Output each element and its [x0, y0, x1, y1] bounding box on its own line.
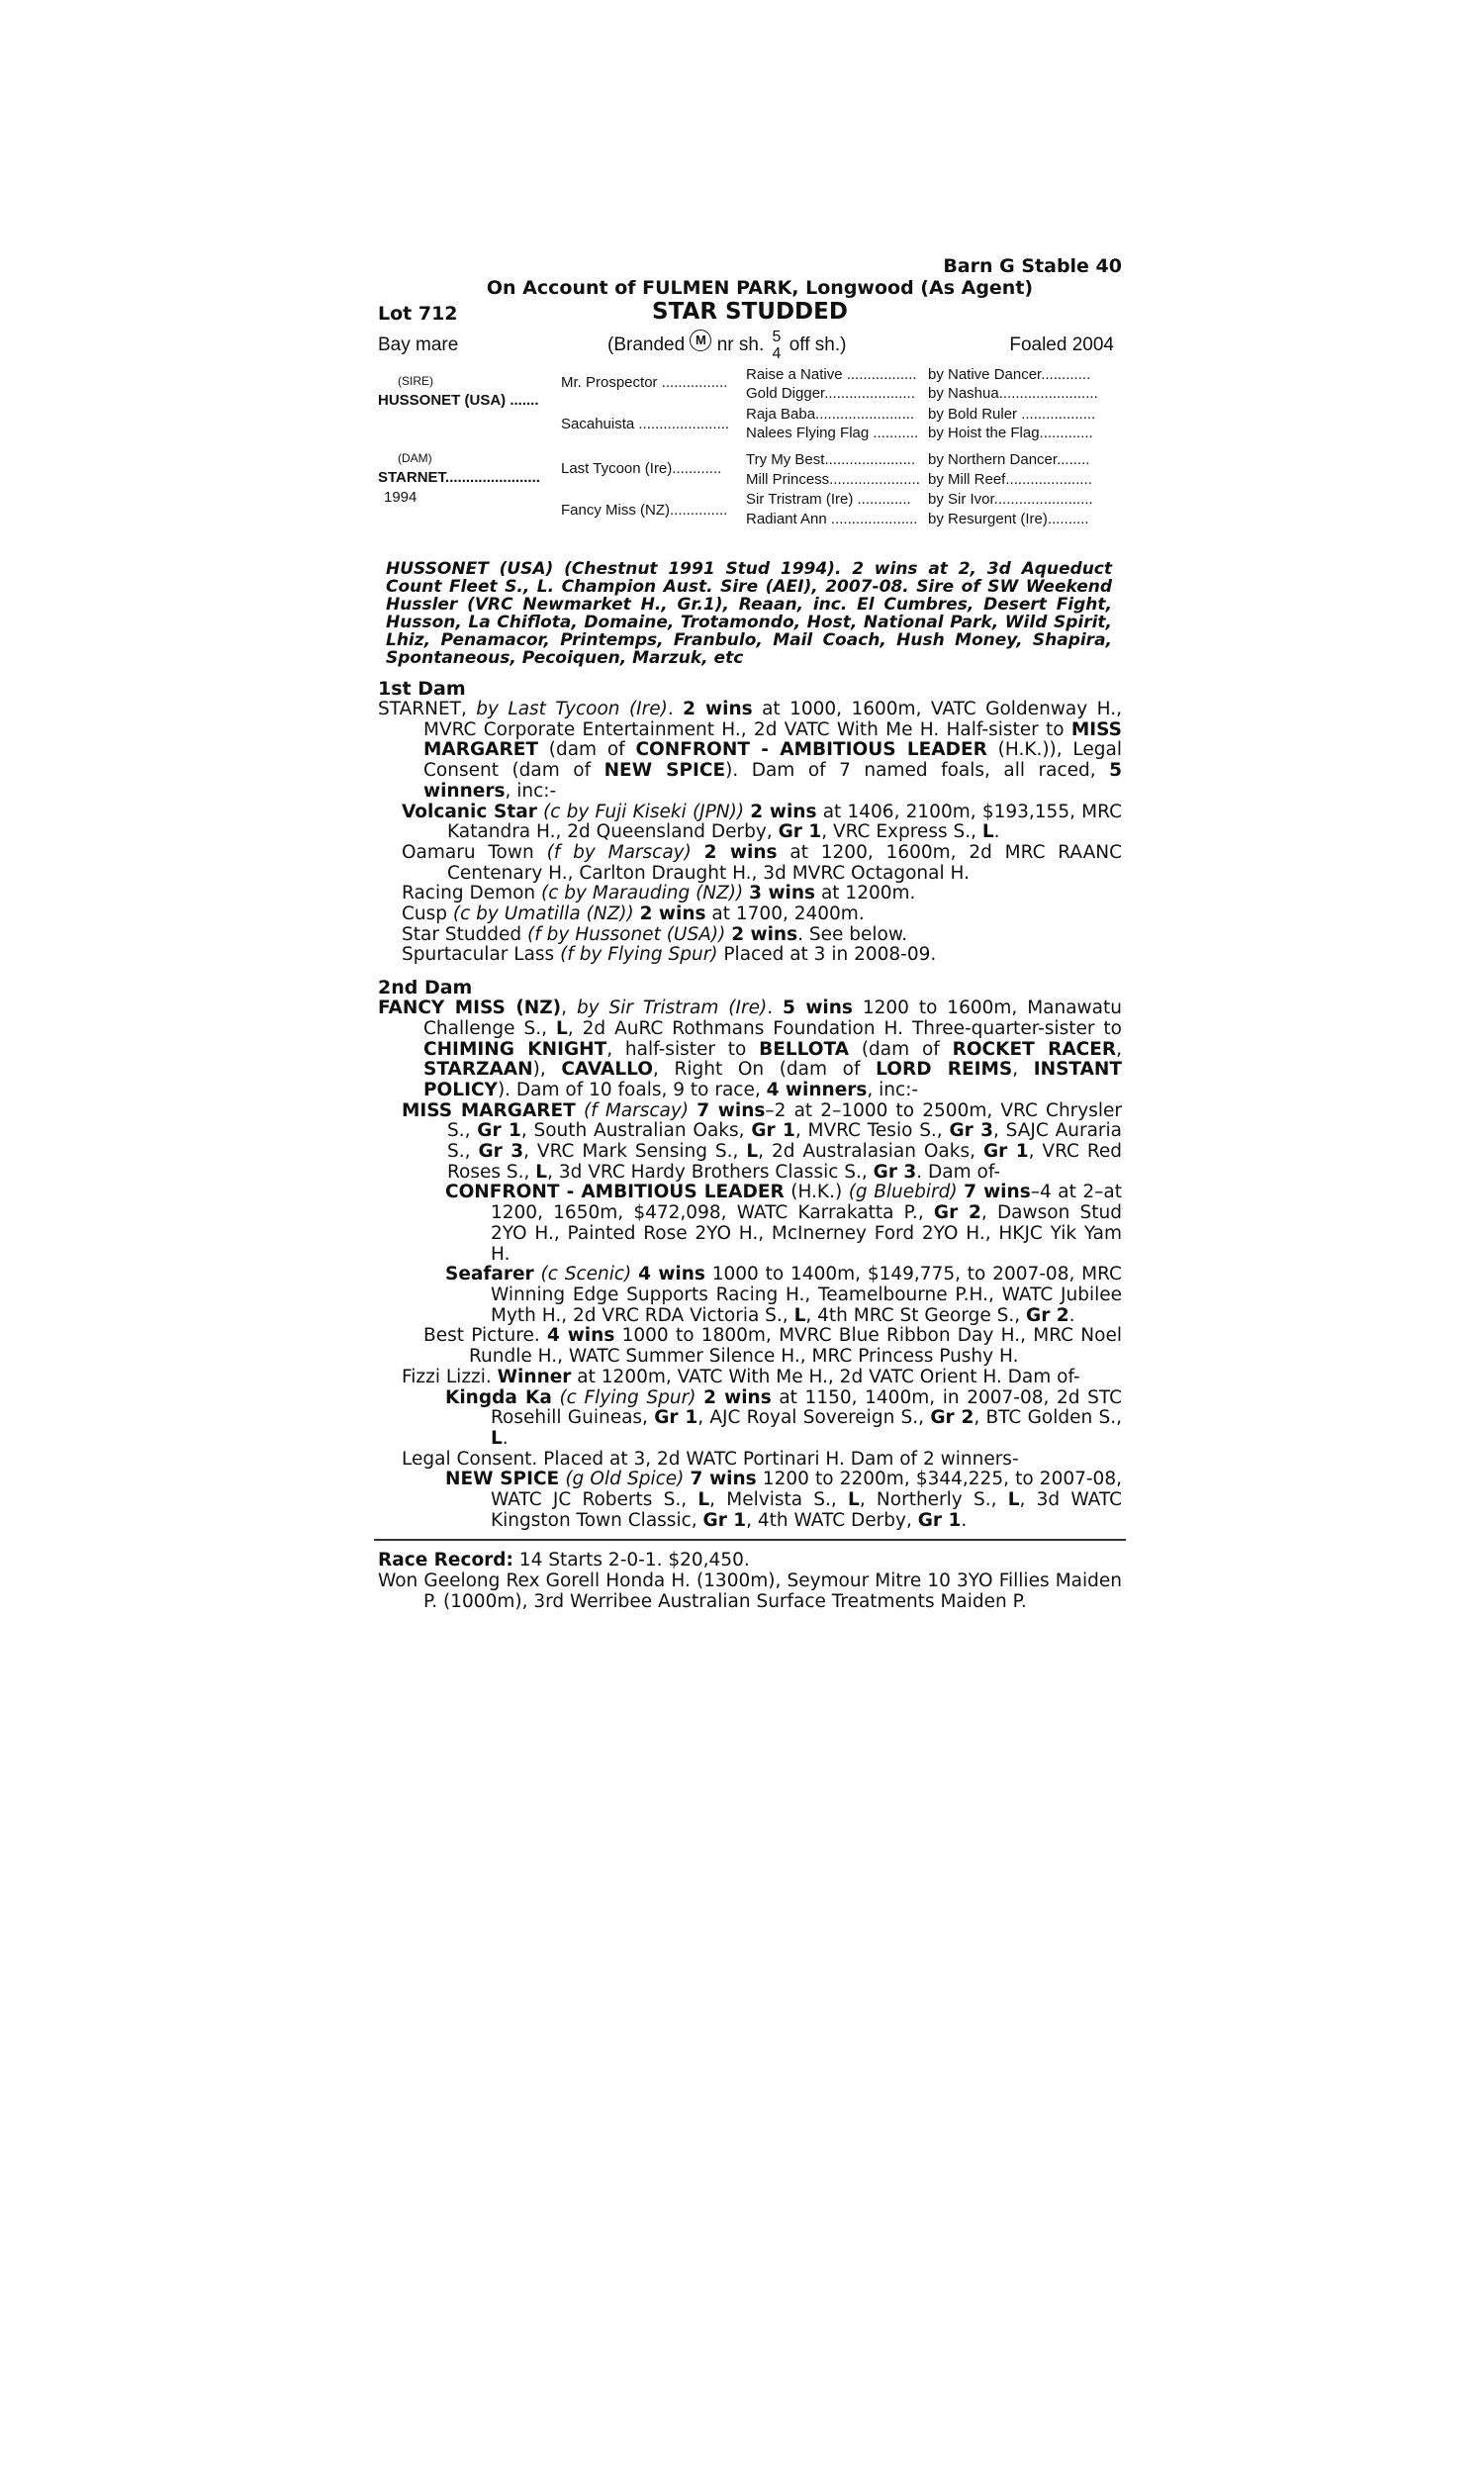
grade: Gr 1 [751, 1120, 795, 1142]
foal-entry [378, 945, 1122, 966]
gen4-item: by Native Dancer............ [928, 366, 1091, 383]
gen2-sire-sire: Mr. Prospector ................ [561, 374, 728, 391]
text-run: (dam of [537, 739, 636, 761]
text-run: , 3d WATC Kingston Town Classic, [491, 1489, 1122, 1531]
grade: L [1007, 1489, 1020, 1511]
foal-breeding: (f Marscay) [583, 1099, 690, 1121]
sire-label: (SIRE) [398, 374, 433, 388]
gen4-item: by Resurgent (Ire).......... [928, 511, 1089, 527]
race-record-label: Race Record: [378, 1550, 513, 1571]
text-run [696, 1387, 703, 1408]
text-run: , 2d Australasian Oaks, [758, 1141, 983, 1163]
text-run [692, 842, 704, 863]
text-run: at 1200, 1600m, 2d MRC RAANC Centenary H., Carlton Draught H., 3d MVRC Octagonal H. [447, 841, 1122, 884]
gen3-item: Raise a Native ................. [746, 366, 917, 383]
foal-breeding: (f by Flying Spur) [560, 944, 718, 966]
wins: 7 wins [696, 1099, 766, 1121]
brand-frac-bottom: 4 [772, 345, 782, 362]
wins: 7 wins [690, 1469, 757, 1490]
gen4-item: by Sir Ivor........................ [928, 491, 1093, 508]
divider [374, 1539, 1126, 1541]
text-run: , 4th WATC Derby, [746, 1509, 918, 1531]
foal-entry [378, 1450, 1122, 1471]
wins: 2 wins [731, 923, 798, 945]
text-run: . [502, 1427, 509, 1449]
text-run: . Dam of- [916, 1161, 1001, 1183]
text-run: , BTC Golden S., [974, 1407, 1123, 1429]
winners-count: 5 winners [423, 760, 1122, 802]
text-run: at 1700, 2400m. [705, 904, 865, 925]
grade: Gr 2 [930, 1407, 974, 1429]
sire-name: HUSSONET (USA) ....... [378, 392, 539, 409]
foal-entry [378, 803, 1122, 843]
foal-breeding: (c Flying Spur) [559, 1386, 696, 1408]
gen3-item: Mill Princess...................... [746, 471, 920, 488]
pedigree-table [378, 366, 1122, 542]
grade: Gr 2 [933, 1202, 981, 1224]
text-run: , Dawson Stud 2YO H., Painted Rose 2YO H., McInerney Ford 2YO H., HKJC Yik Yam H. [491, 1202, 1122, 1265]
grade: Gr 2 [1026, 1304, 1069, 1326]
text-run: , 2d AuRC Rothmans Foundation H. Three-quarter-sister to [567, 1017, 1122, 1039]
text-run [534, 1264, 541, 1285]
gen4-item: by Mill Reef..................... [928, 471, 1092, 488]
dam-name: STARNET....................... [378, 469, 540, 486]
text-run: (dam of [849, 1038, 953, 1060]
grade: L [746, 1141, 759, 1163]
grade: Gr 1 [778, 821, 822, 843]
race-record-summary: 14 Starts 2-0-1. $20,450. [512, 1550, 750, 1571]
text-run: . [667, 699, 684, 719]
text-run: 1000 to 1400m, $149,775, to 2007-08, MRC Winning Edge Supports Racing H., Teamelbourne P.H., WATC Jubilee Myth H., 2d VRC RDA Victoria S., [491, 1264, 1122, 1326]
grade: Gr 3 [873, 1161, 917, 1183]
text-run: , 3d VRC Hardy Brothers Classic S., [547, 1161, 874, 1183]
text-run: , Northerly S., [859, 1489, 1008, 1511]
brand-prefix: (Branded [607, 334, 686, 355]
brand-m-icon: M [690, 330, 711, 351]
wins: 5 wins [782, 998, 853, 1019]
brand-mid: nr sh. [716, 334, 765, 355]
foal-name: Best Picture. [423, 1325, 548, 1347]
gen2-sire-dam: Sacahuista ...................... [561, 416, 730, 432]
winners-count: 4 winners [766, 1079, 868, 1100]
foal-name: CONFRONT - AMBITIOUS LEADER [445, 1182, 785, 1203]
horse-ref: STARZAAN [423, 1059, 533, 1081]
lot-row [378, 299, 1122, 329]
horse-ref: NEW SPICE [603, 760, 726, 782]
text-run: , Melvista S., [709, 1489, 849, 1511]
brand-fraction [773, 329, 782, 362]
progeny-entry [400, 1388, 1122, 1450]
grade: Gr 1 [477, 1120, 521, 1142]
wins: 4 wins [638, 1264, 705, 1285]
lot-number: Lot 712 [378, 303, 458, 325]
horse-ref: MISS MARGARET [423, 718, 1122, 761]
barn-stable: Barn G Stable 40 [943, 255, 1122, 277]
gen4-item: by Northern Dancer........ [928, 451, 1090, 468]
grade: L [981, 821, 994, 843]
text-run: , South Australian Oaks, [520, 1120, 752, 1142]
foal-breeding: (c by Umatilla (NZ)) [452, 904, 634, 925]
vendor-line: On Account of FULMEN PARK, Longwood (As Agent) [486, 277, 1034, 299]
progeny-entry [400, 1470, 1122, 1531]
text-run: 1200 to 2200m, $344,225, to 2007-08, WATC JC Roberts S., [491, 1469, 1122, 1511]
horse-ref: CONFRONT - AMBITIOUS LEADER [635, 739, 987, 761]
text-run: , inc:- [505, 780, 557, 802]
text-run: . [961, 1509, 968, 1531]
grade: L [491, 1427, 503, 1449]
foal-name: Legal Consent. Placed at 3, 2d WATC Portinari H. Dam of 2 winners- [402, 1448, 1019, 1470]
gen4-item: by Hoist the Flag............. [928, 425, 1093, 441]
progeny-entry [400, 1183, 1122, 1265]
horse-name: STAR STUDDED [652, 299, 848, 325]
text-run [576, 1100, 584, 1121]
dam-sire: by Last Tycoon (Ire) [476, 699, 668, 719]
text-run: –2 at 2–1000 to 2500m, VRC Chrysler S., [447, 1099, 1123, 1142]
dam-sire: by Sir Tristram (Ire) [576, 998, 768, 1019]
text-run: , half-sister to [606, 1038, 760, 1060]
gen3-item: Radiant Ann ..................... [746, 511, 918, 527]
foal-name: MISS MARGARET [402, 1099, 576, 1121]
wins: 3 wins [749, 883, 816, 904]
text-run: at 1200m. [815, 883, 916, 904]
text-run: , 4th MRC St George S., [805, 1304, 1027, 1326]
text-run: , inc:- [867, 1079, 919, 1100]
text-run: at 1200m, VATC With Me H., 2d VATC Orient H. Dam of- [571, 1366, 1080, 1387]
text-run: , SAJC Auraria S., [447, 1120, 1122, 1163]
text-run: at 1406, 2100m, $193,155, MRC Katandra H., 2d Queensland Derby, [447, 801, 1122, 843]
description-row [378, 329, 1122, 360]
text-run: , [1116, 1038, 1122, 1060]
first-dam-section [378, 700, 1122, 966]
text-run: , [561, 998, 577, 1019]
foal-name: Star Studded [402, 923, 528, 945]
text-run: . [767, 998, 783, 1019]
dam-paragraph [378, 700, 1122, 803]
text-run: Placed at 3 in 2008-09. [717, 944, 937, 966]
grade: L [697, 1489, 710, 1511]
wins: 2 wins [703, 1386, 772, 1408]
brand-frac-top: 5 [772, 329, 782, 345]
dam-year: 1994 [384, 489, 417, 506]
foal-breeding: (f by Hussonet (USA)) [527, 923, 726, 945]
wins: 2 wins [703, 841, 778, 863]
gen2-dam-sire: Last Tycoon (Ire)............ [561, 460, 722, 477]
grade: Gr 1 [702, 1509, 747, 1531]
text-run: at 1150, 1400m, in 2007-08, 2d STC Rosehill Guineas, [491, 1386, 1122, 1429]
foal-entry [378, 925, 1122, 946]
dam-name: STARNET, [378, 699, 477, 719]
progeny-entry [400, 1265, 1122, 1326]
gen3-item: Raja Baba........................ [746, 406, 915, 423]
grade: L [535, 1161, 548, 1183]
foal-name: Racing Demon [402, 883, 542, 904]
grade: L [793, 1304, 806, 1326]
foal-breeding: (g Bluebird) [848, 1182, 958, 1203]
text-run: ), [532, 1059, 562, 1081]
foal-name: Cusp [402, 904, 453, 925]
text-run: . [1068, 1304, 1075, 1326]
brand-suffix: off sh.) [788, 334, 847, 355]
brand-description [607, 329, 846, 362]
foal-entry [378, 904, 1122, 925]
foal-name: Spurtacular Lass [402, 944, 561, 966]
text-run: at 1000, 1600m, VATC Goldenway H., MVRC Corporate Entertainment H., 2d VATC With Me H. Half-sister to [423, 699, 1122, 740]
text-run: , VRC Red Roses S., [447, 1141, 1122, 1183]
dam-name: FANCY MISS (NZ) [378, 998, 562, 1019]
dam-label: (DAM) [398, 451, 432, 465]
foal-name: Oamaru Town [402, 841, 547, 863]
wins: 2 wins [750, 801, 817, 822]
text-run: 1200 to 1600m, Manawatu Challenge S., [423, 998, 1123, 1039]
grade: Gr 3 [949, 1120, 994, 1142]
text-run: , VRC Express S., [821, 821, 982, 843]
wins: 4 wins [547, 1325, 615, 1347]
gen2-dam-dam: Fancy Miss (NZ).............. [561, 502, 728, 519]
foal-entry [378, 884, 1122, 904]
gen3-item: Sir Tristram (Ire) ............. [746, 491, 911, 508]
wins: Winner [497, 1366, 572, 1387]
text-run: , MVRC Tesio S., [794, 1120, 950, 1142]
horse-sex: Bay mare [378, 334, 459, 355]
horse-ref: CHIMING KNIGHT [423, 1038, 607, 1060]
second-dam-heading: 2nd Dam [378, 977, 473, 999]
grade: Gr 3 [478, 1141, 524, 1163]
foal-breeding: (f by Marscay) [546, 841, 692, 863]
foal-entry [378, 1326, 1122, 1367]
text-run: , [1012, 1059, 1034, 1081]
wins: 2 wins [639, 904, 706, 925]
horse-ref: INSTANT POLICY [423, 1059, 1123, 1100]
foal-name: Fizzi Lizzi. [402, 1366, 498, 1387]
text-run: 1000 to 1800m, MVRC Blue Ribbon Day H., MRC Noel Rundle H., WATC Summer Silence H., MRC Princess Pushy H. [469, 1325, 1122, 1368]
grade: L [848, 1489, 860, 1511]
foaled-year: Foaled 2004 [1009, 334, 1114, 355]
gen4-item: by Nashua........................ [928, 385, 1098, 402]
text-run: , VRC Mark Sensing S., [523, 1141, 747, 1163]
race-record [378, 1551, 1122, 1571]
text-run: . [993, 821, 1000, 843]
first-dam-heading: 1st Dam [378, 678, 466, 700]
text-run [689, 1100, 696, 1121]
text-run: ). Dam of 10 foals, 9 to race, [497, 1079, 767, 1100]
sire-summary: HUSSONET (USA) (Chestnut 1991 Stud 1994). 2 wins at 2, 3d Aqueduct Count Fleet S., L. Champion Aust. Sire (AEI), 2007-08. Sire of SW Weekend Hussler (VRC Newmarket H., Gr.1), Reaan, inc. El Cumbres, Desert Fight, Husson, La Chiflota, Domaine, Trotamondo, Host, National Park, Wild Spirit, Lhiz, Penamacor, Printemps, Franbulo, Mail Coach, Hush Money, Shapira, Spontaneous, Pecoiquen, Marzuk, etc [386, 559, 1112, 668]
grade: L [555, 1017, 568, 1039]
foal-breeding: (c Scenic) [540, 1264, 632, 1285]
foal-name: NEW SPICE [445, 1469, 560, 1490]
race-record-detail: Won Geelong Rex Gorell Honda H. (1300m), Seymour Mitre 10 3YO Fillies Maiden P. (1000m), 3rd Werribee Australian Surface Treatments Maiden P. [378, 1570, 1122, 1612]
wins: 7 wins [964, 1182, 1031, 1203]
second-dam-section [378, 999, 1122, 1531]
text-run: (H.K.) [784, 1182, 849, 1203]
foal-entry [378, 1101, 1122, 1184]
horse-ref: BELLOTA [759, 1038, 850, 1060]
foal-entry [378, 843, 1122, 884]
text-run: . See below. [797, 923, 908, 945]
text-run: , Right On (dam of [653, 1059, 877, 1081]
grade: Gr 1 [654, 1407, 698, 1429]
gen3-item: Gold Digger...................... [746, 385, 915, 402]
dam-paragraph [378, 999, 1122, 1101]
gen4-item: by Bold Ruler .................. [928, 406, 1096, 423]
text-run: (H.K.)), Legal Consent (dam of [423, 739, 1123, 782]
foal-entry [378, 1368, 1122, 1388]
horse-ref: CAVALLO [561, 1059, 653, 1081]
gen3-item: Try My Best...................... [746, 451, 916, 468]
text-run: –4 at 2–at 1200, 1650m, $472,098, WATC Karrakatta P., [491, 1182, 1122, 1224]
foal-name: Volcanic Star [402, 801, 537, 822]
foal-name: Kingda Ka [445, 1386, 552, 1408]
foal-breeding: (c by Fuji Kiseki (JPN)) [543, 801, 745, 822]
foal-breeding: (g Old Spice) [565, 1469, 685, 1490]
foal-breeding: (c by Marauding (NZ)) [541, 883, 744, 904]
grade: Gr 1 [982, 1141, 1029, 1163]
text-run: , AJC Royal Sovereign S., [697, 1407, 931, 1429]
catalogue-page [378, 255, 1122, 1613]
wins: 2 wins [683, 699, 753, 719]
horse-ref: LORD REIMS [876, 1059, 1013, 1081]
horse-ref: ROCKET RACER [952, 1038, 1117, 1060]
text-run: ). Dam of 7 named foals, all raced, [725, 760, 1110, 782]
foal-name: Seafarer [445, 1264, 534, 1285]
gen3-item: Nalees Flying Flag ........... [746, 425, 919, 441]
grade: Gr 1 [917, 1509, 962, 1531]
